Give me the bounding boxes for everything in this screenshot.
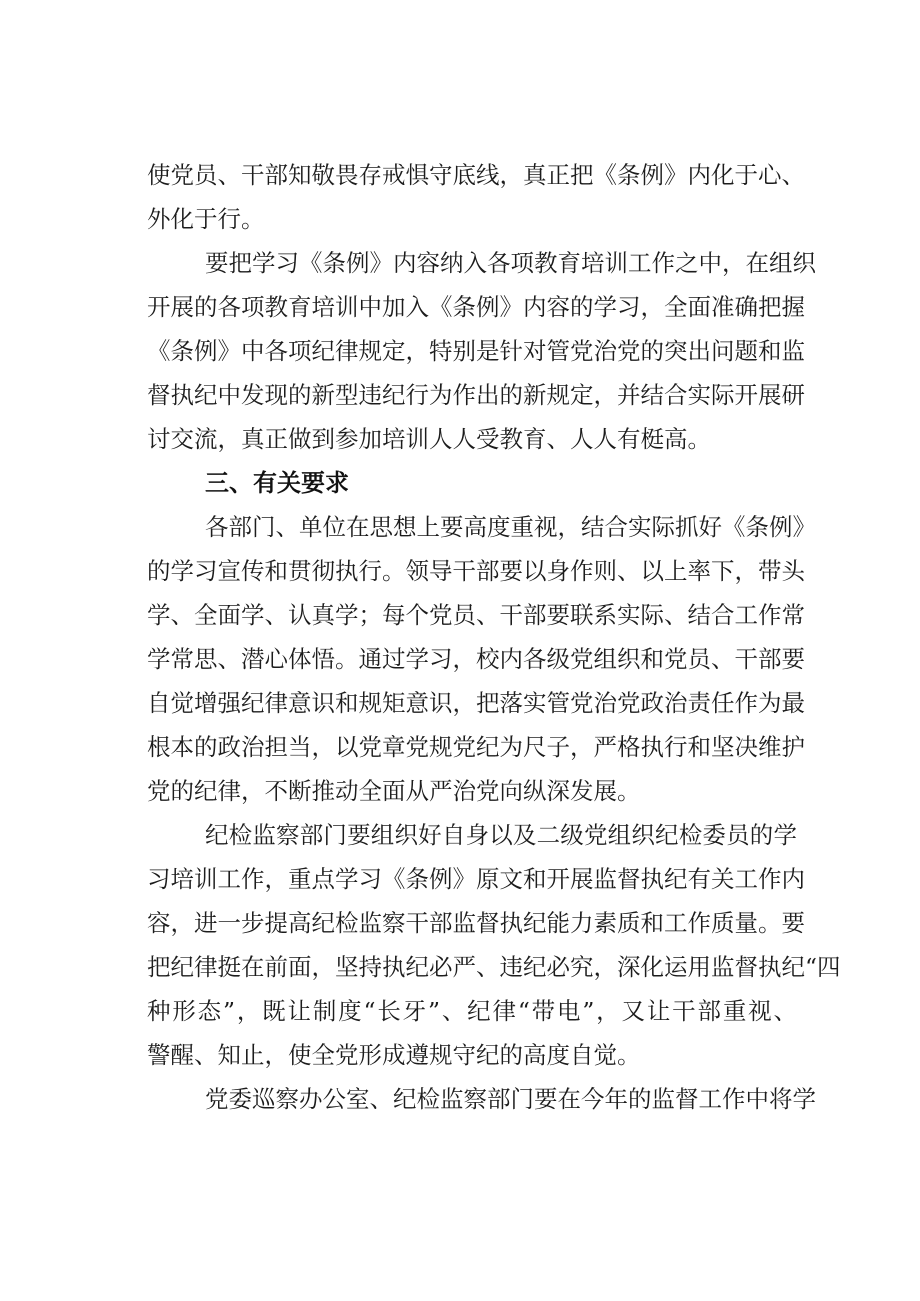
paragraph-4-line-4: 把纪律挺在前面，坚持执纪必严、违纪必究，深化运用监督执纪“四 [147,953,841,981]
paragraph-3-line-7: 党的纪律，不断推动全面从严治党向纵深发展。 [147,777,641,805]
paragraph-2-line-3: 《条例》中各项纪律规定，特别是针对管党治党的突出问题和监 [147,337,805,365]
paragraph-3-line-6: 根本的政治担当，以党章党规党纪为尺子，严格执行和坚决维护 [147,733,805,761]
paragraph-2-line-2: 开展的各项教育培训中加入《条例》内容的学习，全面准确把握 [147,293,805,321]
paragraph-4-line-1: 纪检监察部门要组织好自身以及二级党组织纪检委员的学 [205,821,797,849]
paragraph-2-line-4: 督执纪中发现的新型违纪行为作出的新规定，并结合实际开展研 [147,381,805,409]
paragraph-3-line-2: 的学习宣传和贯彻执行。领导干部要以身作则、以上率下，带头 [147,557,805,585]
paragraph-3-line-5: 自觉增强纪律意识和规矩意识，把落实管党治党政治责任作为最 [147,689,805,717]
paragraph-1-line-1: 使党员、干部知敬畏存戒惧守底线，真正把《条例》内化于心、 [147,161,805,189]
paragraph-2-line-5: 讨交流，真正做到参加培训人人受教育、人人有梃高。 [147,425,711,453]
paragraph-3-line-1: 各部门、单位在思想上要高度重视，结合实际抓好《条例》 [205,513,816,541]
paragraph-4-line-2: 习培训工作，重点学习《条例》原文和开展监督执纪有关工作内 [147,865,805,893]
paragraph-3-line-4: 学常思、潜心体悟。通过学习，校内各级党组织和党员、干部要 [147,645,805,673]
paragraph-4-line-6: 警醒、知止，使全党形成遵规守纪的高度自觉。 [147,1041,641,1069]
paragraph-4-line-5: 种形态”，既让制度“长牙”、纪律“带电”，又让干部重视、 [147,997,797,1025]
paragraph-4-line-3: 容，进一步提高纪检监察干部监督执纪能力素质和工作质量。要 [147,909,805,937]
paragraph-5-line-1: 党委巡察办公室、纪检监察部门要在今年的监督工作中将学 [205,1085,816,1113]
paragraph-1-line-2: 外化于行。 [147,205,265,233]
paragraph-2-line-1: 要把学习《条例》内容纳入各项教育培训工作之中，在组织 [205,249,816,277]
section-heading: 三、有关要求 [205,469,349,497]
paragraph-3-line-3: 学、全面学、认真学；每个党员、干部要联系实际、结合工作常 [147,601,805,629]
